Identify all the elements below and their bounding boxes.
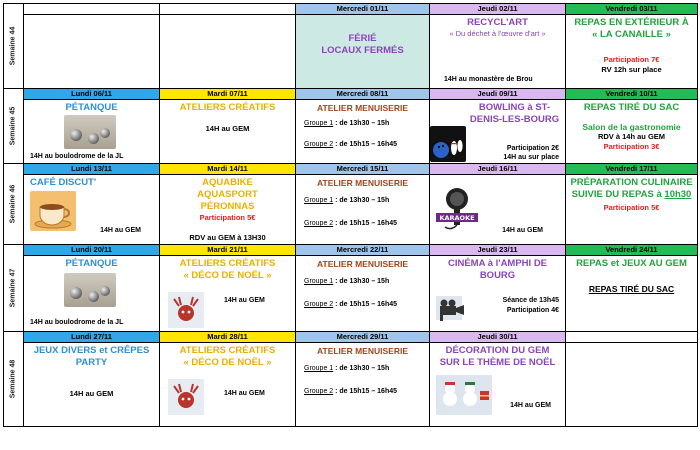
group-2-slot: Groupe 2 : de 15h15 – 16h45 xyxy=(304,388,398,395)
activity-repas-canaille xyxy=(566,15,698,89)
activity-info: 14H au GEM xyxy=(224,390,265,397)
christmas-decoration-image xyxy=(436,375,492,415)
activity-deco-noel xyxy=(160,343,296,427)
activity-title: CINÉMA à l'AMPHI DE BOURG xyxy=(447,258,548,281)
activity-info: 14H au GEM xyxy=(224,297,265,304)
day-header-fri-24: Vendredi 24/11 xyxy=(566,245,698,256)
activity-info: 14H au boulodrome de la JL xyxy=(30,153,124,160)
karaoke-label: KARAOKE xyxy=(439,214,475,222)
activity-info: 14H au GEM xyxy=(205,124,250,133)
petanque-photo xyxy=(64,115,116,149)
activity-recyclart xyxy=(430,15,566,89)
group-2-slot: Groupe 2 : de 15h15 – 16h45 xyxy=(304,141,398,148)
group-1-slot: Groupe 1 : de 13h30 – 15h xyxy=(304,197,390,204)
activity-ateliers-creatifs xyxy=(160,100,296,164)
activity-menuiserie xyxy=(296,256,430,332)
group-2-slot: Groupe 2 : de 15h15 – 16h45 xyxy=(304,301,398,308)
day-header-mon-20: Lundi 20/11 xyxy=(24,245,160,256)
activity-info: 14H au GEM xyxy=(510,402,551,409)
holiday-title: FÉRIÉ xyxy=(348,33,377,44)
activity-title: RECYCL'ART xyxy=(467,17,528,28)
activity-subtitle: « DÉCO DE NOËL » xyxy=(183,357,272,368)
empty-cell xyxy=(24,15,160,89)
week-label-48: Semaine 48 xyxy=(4,332,24,427)
day-header-fri-03: Vendredi 03/11 xyxy=(566,4,698,15)
empty-cell xyxy=(566,343,698,427)
activity-title: PÉTANQUE xyxy=(65,102,118,113)
day-header-thu-30: Jeudi 30/11 xyxy=(430,332,566,343)
petanque-photo xyxy=(64,273,116,307)
holiday-cell xyxy=(296,15,430,89)
karaoke-image xyxy=(436,185,478,235)
closed-notice: LOCAUX FERMÉS xyxy=(321,45,404,56)
activity-bowling xyxy=(430,100,566,164)
activity-calendar xyxy=(3,3,698,427)
activity-info: 14H au GEM xyxy=(69,389,114,398)
activity-info: 14H au GEM xyxy=(502,227,543,234)
activity-info: Séance de 13h45 xyxy=(502,297,559,304)
activity-title: CAFÉ DISCUT' xyxy=(30,177,97,188)
activity-price: Participation 2€ xyxy=(506,145,559,152)
activity-subtitle: « Du déchet à l'œuvre d'art » xyxy=(449,29,546,38)
day-header-mon-06: Lundi 06/11 xyxy=(24,89,160,100)
day-header-tue-28: Mardi 28/11 xyxy=(160,332,296,343)
activity-info: 14H au boulodrome de la JL xyxy=(30,319,124,326)
activity-title: PRÉPARATION CULINAIRE SUIVIE DU REPAS à 10h30 xyxy=(570,177,693,200)
day-header-wed-08: Mercredi 08/11 xyxy=(296,89,430,100)
activity-preparation-culinaire xyxy=(566,175,698,245)
activity-subtitle: REPAS TIRÉ DU SAC xyxy=(588,284,675,294)
group-1-slot: Groupe 1 : de 13h30 – 15h xyxy=(304,278,390,285)
activity-title: AQUABIKE AQUASPORT PÉRONNAS xyxy=(197,177,258,212)
activity-subtitle: Salon de la gastronomie xyxy=(582,122,681,132)
activity-info: 14H au sur place xyxy=(503,154,559,161)
reindeer-craft-image xyxy=(168,379,204,415)
activity-repas-jeux xyxy=(566,256,698,332)
film-camera-image xyxy=(434,292,472,328)
activity-price: Participation 4€ xyxy=(506,307,559,314)
activity-title: JEUX DIVERS et CRÊPES PARTY xyxy=(33,345,150,368)
day-header-wed-01: Mercredi 01/11 xyxy=(296,4,430,15)
activity-karaoke xyxy=(430,175,566,245)
activity-title: ATELIERS CRÉATIFS xyxy=(179,258,276,269)
activity-title: ATELIER MENUISERIE xyxy=(317,346,408,356)
empty-header xyxy=(160,4,296,15)
empty-header xyxy=(566,332,698,343)
activity-subtitle: « DÉCO DE NOËL » xyxy=(183,270,272,281)
activity-price: Participation 7€ xyxy=(603,55,660,64)
group-1-slot: Groupe 1 : de 13h30 – 15h xyxy=(304,120,390,127)
activity-decoration-gem xyxy=(430,343,566,427)
activity-title: ATELIER MENUISERIE xyxy=(317,259,408,269)
activity-info: 14H au monastère de Brou xyxy=(444,76,533,83)
activity-deco-noel xyxy=(160,256,296,332)
activity-price: Participation 3€ xyxy=(603,142,660,151)
activity-price: Participation 5€ xyxy=(603,203,660,212)
coffee-cup-image xyxy=(30,191,76,231)
week-label-44: Semaine 44 xyxy=(4,4,24,89)
activity-title: DÉCORATION DU GEM SUR LE THÈME DE NOËL xyxy=(439,345,556,368)
activity-jeux-crepes xyxy=(24,343,160,427)
activity-repas-sac xyxy=(566,100,698,164)
activity-aquabike xyxy=(160,175,296,245)
day-header-fri-17: Vendredi 17/11 xyxy=(566,164,698,175)
day-header-wed-29: Mercredi 29/11 xyxy=(296,332,430,343)
activity-price: Participation 5€ xyxy=(199,213,256,222)
activity-title: REPAS et JEUX AU GEM xyxy=(576,258,687,269)
day-header-mon-13: Lundi 13/11 xyxy=(24,164,160,175)
day-header-wed-22: Mercredi 22/11 xyxy=(296,245,430,256)
activity-title: REPAS TIRÉ DU SAC xyxy=(583,102,680,113)
week-label-47: Semaine 47 xyxy=(4,245,24,332)
activity-info: RDV au GEM à 13H30 xyxy=(189,233,266,242)
activity-title: ATELIERS CRÉATIFS xyxy=(179,102,276,113)
empty-header xyxy=(24,4,160,15)
activity-title: PÉTANQUE xyxy=(65,258,118,269)
activity-menuiserie xyxy=(296,175,430,245)
day-header-wed-15: Mercredi 15/11 xyxy=(296,164,430,175)
day-header-thu-09: Jeudi 09/11 xyxy=(430,89,566,100)
activity-menuiserie xyxy=(296,100,430,164)
reindeer-craft-image xyxy=(168,292,204,328)
activity-petanque xyxy=(24,256,160,332)
group-2-slot: Groupe 2 : de 15h15 – 16h45 xyxy=(304,220,398,227)
day-header-mon-27: Lundi 27/11 xyxy=(24,332,160,343)
activity-title: ATELIER MENUISERIE xyxy=(317,103,408,113)
activity-petanque xyxy=(24,100,160,164)
activity-menuiserie xyxy=(296,343,430,427)
activity-cinema xyxy=(430,256,566,332)
activity-info: RV 12h sur place xyxy=(601,65,662,74)
group-1-slot: Groupe 1 : de 13h30 – 15h xyxy=(304,365,390,372)
activity-title: REPAS EN EXTÉRIEUR À « LA CANAILLE » xyxy=(574,17,689,40)
activity-title: BOWLING à ST-DENIS-LES-BOURG xyxy=(469,102,560,125)
empty-cell xyxy=(160,15,296,89)
day-header-tue-07: Mardi 07/11 xyxy=(160,89,296,100)
week-label-46: Semaine 46 xyxy=(4,164,24,245)
activity-title: ATELIER MENUISERIE xyxy=(317,178,408,188)
bowling-photo xyxy=(430,126,466,162)
activity-title: ATELIERS CRÉATIFS xyxy=(179,345,276,356)
day-header-tue-21: Mardi 21/11 xyxy=(160,245,296,256)
activity-cafe-discut xyxy=(24,175,160,245)
day-header-thu-23: Jeudi 23/11 xyxy=(430,245,566,256)
activity-info: 14H au GEM xyxy=(100,227,141,234)
day-header-thu-16: Jeudi 16/11 xyxy=(430,164,566,175)
day-header-tue-14: Mardi 14/11 xyxy=(160,164,296,175)
week-label-45: Semaine 45 xyxy=(4,89,24,164)
day-header-fri-10: Vendredi 10/11 xyxy=(566,89,698,100)
activity-info: RDV à 14h au GEM xyxy=(597,132,666,141)
day-header-thu-02: Jeudi 02/11 xyxy=(430,4,566,15)
